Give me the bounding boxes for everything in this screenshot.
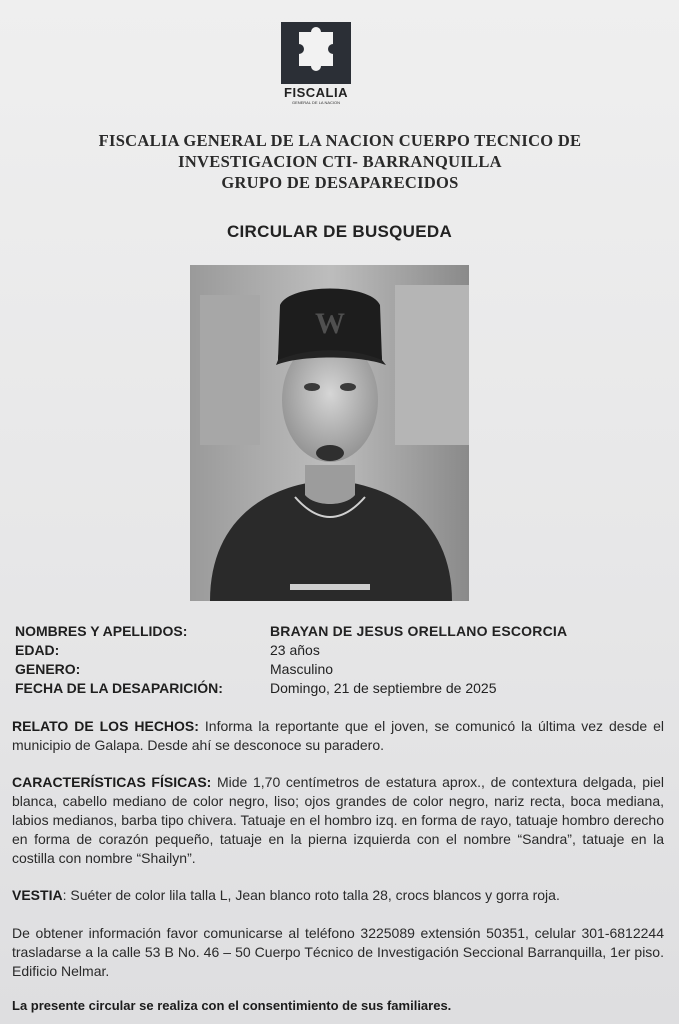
detail-row — [15, 641, 675, 660]
detail-label: NOMBRES Y APELLIDOS: — [15, 623, 188, 639]
agency-line: FISCALIA GENERAL DE LA NACION CUERPO TECNICO DE — [98, 131, 582, 150]
detail-label: FECHA DE LA DESAPARICIÓN: — [15, 680, 223, 696]
agency-header — [40, 130, 640, 193]
clothing-text: : Suéter de color lila talla L, Jean blanco roto talla 28, crocs blancos y gorra roja. — [62, 887, 560, 903]
clothing-section — [12, 886, 664, 905]
logo-subtitle: GENERAL DE LA NACION — [291, 100, 341, 105]
logo-name: FISCALIA — [284, 85, 348, 100]
clothing-label: VESTIA — [12, 887, 63, 903]
puzzle-piece-icon — [281, 22, 351, 84]
detail-row — [15, 622, 675, 641]
page-title: CIRCULAR DE BUSQUEDA — [226, 222, 453, 241]
consent-note: La presente circular se realiza con el consentimiento de sus familiares. — [12, 998, 452, 1013]
detail-label: GENERO: — [15, 661, 81, 677]
detail-row — [15, 660, 675, 679]
age-value: 23 años — [270, 642, 320, 658]
physical-label: CARACTERÍSTICAS FÍSICAS: — [12, 774, 212, 790]
contact-text: De obtener información favor comunicarse al teléfono 3225089 extensión 50351, celular 301-6812244 trasladarse a la calle 53 B No. 46 – 50 Cuerpo Técnico de Investigación Seccional Barranquilla, 1er piso. Edificio Nelmar. — [12, 925, 664, 979]
physical-section — [12, 773, 664, 868]
person-photo — [190, 265, 469, 601]
person-details — [15, 622, 675, 698]
detail-row — [15, 679, 675, 698]
facts-label: RELATO DE LOS HECHOS: — [12, 718, 199, 734]
agency-line: GRUPO DE DESAPARECIDOS — [221, 173, 459, 192]
facts-section — [12, 717, 664, 755]
detail-label: EDAD: — [15, 642, 60, 658]
contact-section — [12, 924, 664, 981]
date-value: Domingo, 21 de septiembre de 2025 — [270, 680, 497, 696]
agency-line: INVESTIGACION CTI- BARRANQUILLA — [178, 152, 502, 171]
facts-text: Informa la reportante que el joven, se comunicó la última vez desde el municipio de Galapa. Desde ahí se desconoce su paradero. — [12, 718, 665, 753]
fiscalia-logo — [281, 22, 351, 105]
svg-text:W: W — [315, 307, 345, 340]
full-name-value: BRAYAN DE JESUS ORELLANO ESCORCIA — [270, 623, 568, 639]
gender-value: Masculino — [270, 661, 334, 677]
physical-text: Mide 1,70 centímetros de estatura aprox., de contextura delgada, piel blanca, cabello mediano de color negro, liso; ojos grandes de color negro, nariz recta, boca mediana, labios medianos, barba tipo chivera. Tatuaje en el hombro izq. en forma de rayo, tatuaje hombro derecho en forma de corazón pequeño, tatuaje en la pierna izquierda con el nombre “Sandra”, tatuaje en la costilla con nombre “Shailyn”. — [12, 774, 664, 866]
